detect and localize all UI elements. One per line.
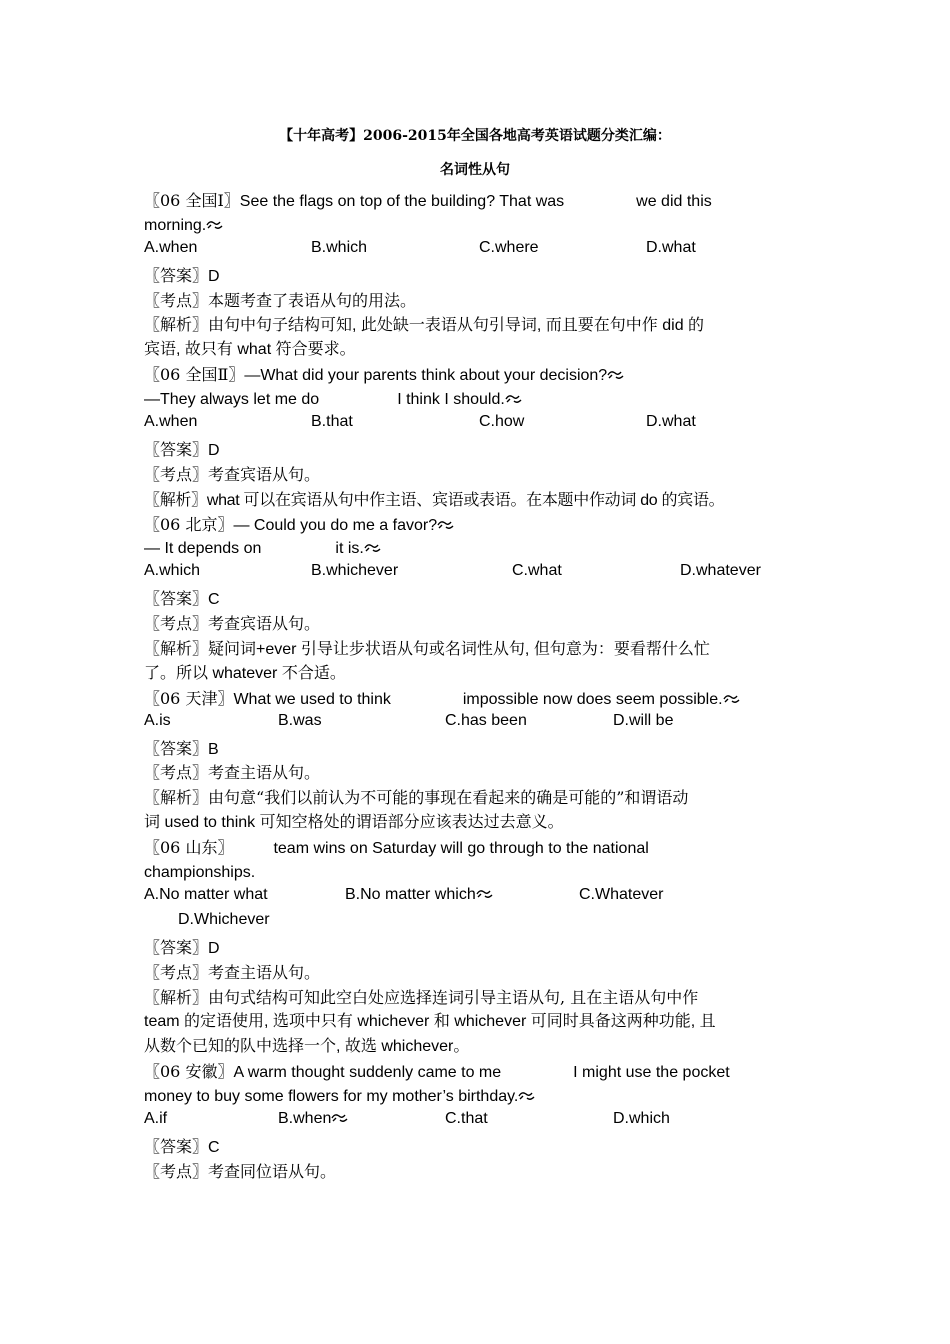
options-row (144, 1110, 824, 1135)
option: B.when (278, 1110, 349, 1128)
option: D.will be (613, 711, 674, 729)
question-tag: 〖06 全国Ⅱ〗 (144, 365, 245, 385)
question-stem: 〖06 山东〗 team wins on Saturday will go through to the national (144, 838, 649, 858)
line-break-mark-icon (723, 693, 741, 705)
option: D.whatever (680, 562, 761, 580)
point-line: 〖考点〗考查宾语从句。 (144, 464, 321, 484)
document-subtitle: 名词性从句 (440, 162, 510, 178)
answer-line: 〖答案〗C (144, 589, 220, 609)
option: A.is (144, 711, 171, 729)
option: C.where (479, 238, 539, 256)
options-row (144, 886, 824, 911)
analysis-line: 〖解析〗由句式结构可知此空白处应选择连词引导主语从句, 且在主语从句中作 (144, 987, 699, 1007)
question-stem-cont: morning. (144, 214, 824, 239)
point-line: 〖考点〗考查主语从句。 (144, 962, 321, 982)
question-stem: 〖06 安徽〗A warm thought suddenly came to me I might use the pocket (144, 1062, 730, 1082)
option: C.what (512, 562, 562, 580)
question-stem: 〖06 全国Ⅰ〗See the flags on top of the building? That was we did this (144, 191, 712, 210)
point-line: 〖考点〗考查宾语从句。 (144, 614, 321, 634)
question-stem-cont: money to buy some flowers for my mother’s birthday. (144, 1085, 824, 1110)
option: A.if (144, 1109, 168, 1127)
question-tag: 〖06 天津〗 (144, 688, 234, 708)
question-stem-cont: —They always let me do I think I should. (144, 388, 824, 413)
option: D.Whichever (178, 910, 270, 928)
question-tag: 〖06 全国Ⅰ〗 (144, 191, 240, 210)
line-break-mark-icon (476, 888, 494, 900)
answer-line: 〖答案〗B (144, 738, 219, 758)
question-tag: 〖06 安徽〗 (144, 1062, 234, 1082)
answer-line: 〖答案〗C (144, 1136, 220, 1156)
option: D.which (613, 1109, 670, 1127)
option: C.Whatever (579, 885, 664, 903)
line-break-mark-icon (437, 519, 455, 531)
point-line: 〖考点〗考查主语从句。 (144, 763, 321, 783)
option: B.was (278, 711, 322, 729)
question-stem-cont: — It depends on it is. (144, 537, 824, 562)
option: D.what (646, 238, 696, 256)
options-row (144, 413, 824, 438)
option: B.No matter which (345, 886, 494, 904)
options-row (144, 562, 824, 587)
question-tag: 〖06 北京〗 (144, 514, 234, 534)
answer-line: 〖答案〗D (144, 439, 220, 459)
point-line: 〖考点〗本题考查了表语从句的用法。 (144, 290, 417, 310)
option: B.which (311, 238, 368, 256)
line-break-mark-icon (518, 1090, 536, 1102)
option: D.what (646, 413, 696, 431)
question-stem: 〖06 北京〗— Could you do me a favor? (144, 513, 824, 538)
answer-line: 〖答案〗D (144, 937, 220, 957)
option: A.No matter what (144, 885, 268, 903)
answer-line: 〖答案〗D (144, 265, 220, 285)
options-row (144, 239, 824, 264)
option: A.when (144, 413, 198, 431)
line-break-mark-icon (206, 219, 224, 231)
question-stem-cont: championships. (144, 864, 256, 882)
question-stem: 〖06 全国Ⅱ〗—What did your parents think about your decision? (144, 363, 824, 388)
line-break-mark-icon (505, 393, 523, 405)
option: A.which (144, 562, 201, 580)
option: C.how (479, 413, 525, 431)
analysis-line: 〖解析〗由句意“我们以前认为不可能的事现在看起来的确是可能的”和谓语动 (144, 788, 689, 808)
document-body (144, 189, 824, 1185)
option: C.that (445, 1109, 488, 1127)
question-tag: 〖06 山东〗 (144, 838, 234, 858)
analysis-line: 〖解析〗疑问词+ever 引导让步状语从句或名词性从句, 但句意为：要看帮什么忙 (144, 639, 710, 659)
point-line: 〖考点〗考查同位语从句。 (144, 1161, 337, 1181)
line-break-mark-icon (364, 542, 382, 554)
line-break-mark-icon (331, 1112, 349, 1124)
line-break-mark-icon (607, 369, 625, 381)
option: B.whichever (311, 562, 399, 580)
option: B.that (311, 413, 353, 431)
question-stem: 〖06 天津〗What we used to think impossible now does seem possible. (144, 687, 824, 712)
options-row (144, 712, 824, 737)
option: C.has been (445, 711, 527, 729)
analysis-line: 了。所以 whatever 不合适。 (144, 664, 346, 682)
analysis-line: 宾语, 故只有 what 符合要求。 (144, 341, 356, 359)
document-title: 【十年高考】2006-2015年全国各地高考英语试题分类汇编： (279, 128, 671, 144)
option: A.when (144, 238, 198, 256)
options-row (144, 911, 824, 936)
analysis-line: 从数个已知的队中选择一个, 故选 whichever。 (144, 1038, 470, 1056)
analysis-line: team 的定语使用, 选项中只有 whichever 和 whichever 可同时具备这两种功能, 且 (144, 1013, 716, 1031)
analysis-line: 词 used to think 可知空格处的谓语部分应该表达过去意义。 (144, 814, 564, 832)
analysis-line: 〖解析〗由句中句子结构可知, 此处缺一表语从句引导词, 而且要在句中作 did 的 (144, 315, 705, 335)
analysis-line: 〖解析〗what 可以在宾语从句中作主语、宾语或表语。在本题中作动词 do 的宾语。 (144, 489, 725, 509)
